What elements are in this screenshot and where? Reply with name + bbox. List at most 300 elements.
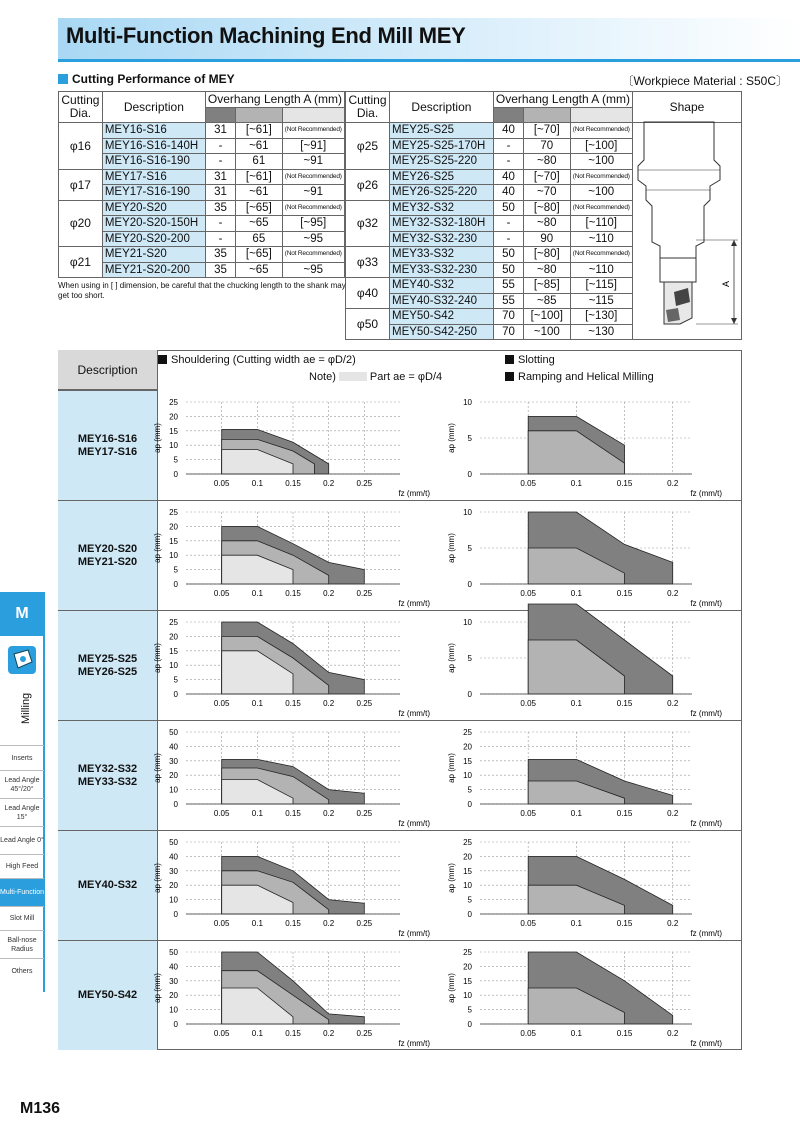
x-axis-label: fz (mm/t) (690, 599, 722, 608)
y-tick-label: 10 (463, 508, 472, 517)
chart-row-divider (158, 500, 742, 501)
overhang-a: - (205, 216, 235, 232)
table-row (59, 138, 345, 154)
x-tick-label: 0.05 (213, 479, 230, 488)
cutting-dia: φ32 (346, 200, 390, 247)
x-tick-label: 0.25 (356, 919, 373, 928)
model-name: MEY33-S32 (389, 247, 493, 263)
x-tick-label: 0.05 (520, 479, 536, 488)
overhang-c: ~100 (570, 154, 632, 170)
model-name: MEY16-S16-140H (102, 138, 205, 154)
legend-slotting: Slotting (505, 354, 555, 366)
overhang-c: [~110] (570, 216, 632, 232)
overhang-a: - (205, 154, 235, 170)
y-tick-label: 5 (467, 654, 472, 663)
col-cutting-dia: Cutting Dia. (346, 92, 390, 123)
overhang-a: 35 (205, 247, 235, 263)
side-nav-item[interactable]: High Feed (0, 854, 44, 878)
model-name: MEY25-S25-220 (389, 154, 493, 170)
legend-note-swatch (339, 372, 367, 381)
x-tick-label: 0.05 (213, 809, 230, 818)
y-tick-label: 25 (169, 508, 178, 517)
x-tick-label: 0.05 (520, 589, 536, 598)
row-label-text: MEY17-S16 (77, 445, 138, 458)
model-name: MEY17-S16-190 (102, 185, 205, 201)
y-axis-label: ap (mm) (153, 533, 162, 563)
overhang-b: ~65 (236, 262, 282, 278)
x-tick-label: 0.2 (323, 479, 335, 488)
side-nav-item[interactable]: Ball-nose Radius (0, 930, 44, 958)
row-label-text: MEY20-S20 (77, 542, 138, 555)
overhang-a: 40 (493, 185, 523, 201)
side-nav-item[interactable]: Multi-Function (0, 878, 44, 906)
col-description: Description (389, 92, 493, 123)
overhang-c: [~115] (570, 278, 632, 294)
col-description: Description (102, 92, 205, 123)
y-tick-label: 25 (169, 398, 178, 407)
side-nav-item[interactable]: Lead Angle 45°/20° (0, 770, 44, 798)
x-tick-label: 0.2 (667, 699, 679, 708)
section-heading: Cutting Performance of MEY (58, 72, 235, 86)
y-tick-label: 0 (467, 470, 472, 479)
cutting-dia: φ25 (346, 123, 390, 170)
overhang-c: [~91] (282, 138, 344, 154)
model-name: MEY26-S25-220 (389, 185, 493, 201)
model-name: MEY20-S20-150H (102, 216, 205, 232)
overhang-b: ~85 (524, 293, 570, 309)
model-name: MEY25-S25 (389, 123, 493, 139)
overhang-a: 50 (493, 262, 523, 278)
overhang-c: ~115 (570, 293, 632, 309)
y-axis-label: ap (mm) (447, 973, 456, 1003)
y-axis-label: ap (mm) (447, 863, 456, 893)
overhang-a: - (493, 216, 523, 232)
y-tick-label: 0 (467, 690, 472, 699)
x-tick-label: 0.05 (213, 699, 230, 708)
row-label-text: MEY25-S25 (77, 652, 138, 665)
y-tick-label: 50 (169, 728, 178, 737)
model-name: MEY21-S20 (102, 247, 205, 263)
row-label-text: MEY50-S42 (77, 989, 138, 1001)
col-overhang: Overhang Length A (mm) (493, 92, 632, 108)
table-row (59, 123, 345, 139)
section-square-icon (58, 74, 68, 84)
x-axis-label: fz (mm/t) (690, 819, 722, 828)
x-tick-label: 0.2 (323, 589, 335, 598)
y-tick-label: 0 (467, 910, 472, 919)
overhang-sub-1 (205, 107, 235, 123)
model-name: MEY21-S20-200 (102, 262, 205, 278)
x-tick-label: 0.1 (251, 809, 263, 818)
overhang-b: ~100 (524, 324, 570, 340)
side-nav-item[interactable]: Inserts (0, 745, 44, 770)
cutting-dia: φ50 (346, 309, 390, 340)
y-tick-label: 30 (169, 866, 178, 876)
overhang-b: [~70] (524, 123, 570, 139)
y-tick-label: 5 (467, 434, 472, 443)
model-name: MEY32-S32 (389, 200, 493, 216)
y-tick-label: 40 (169, 962, 178, 972)
y-axis-label: ap (mm) (153, 973, 162, 1003)
model-name: MEY26-S25 (389, 169, 493, 185)
y-tick-label: 20 (169, 632, 178, 642)
y-tick-label: 50 (169, 838, 178, 847)
overhang-b: [~85] (524, 278, 570, 294)
cutting-dia: φ17 (59, 169, 103, 200)
overhang-b: [~100] (524, 309, 570, 325)
overhang-a: 31 (205, 169, 235, 185)
overhang-sub-1 (493, 107, 523, 123)
chart-description-header: Description (58, 350, 158, 390)
y-axis-label: ap (mm) (447, 423, 456, 453)
not-recommended: (Not Recommended) (570, 247, 632, 263)
overhang-a: 40 (493, 123, 523, 139)
y-tick-label: 15 (463, 976, 472, 986)
y-tick-label: 5 (173, 675, 178, 685)
model-name: MEY50-S42-250 (389, 324, 493, 340)
y-tick-label: 25 (463, 728, 472, 737)
not-recommended: (Not Recommended) (570, 169, 632, 185)
overhang-b: [~65] (236, 247, 282, 263)
overhang-b: ~61 (236, 138, 282, 154)
table-row (59, 231, 345, 247)
y-tick-label: 40 (169, 852, 178, 862)
x-tick-label: 0.15 (616, 919, 633, 928)
cutting-dia: φ40 (346, 278, 390, 309)
table-row (59, 154, 345, 170)
overhang-sub-3 (282, 107, 344, 123)
model-name: MEY16-S16-190 (102, 154, 205, 170)
workpiece-material: 〔Workpiece Material : S50C〕 (621, 74, 788, 88)
y-tick-label: 0 (467, 580, 472, 589)
y-tick-label: 10 (463, 771, 472, 781)
y-tick-label: 15 (463, 866, 472, 876)
overhang-b: [~65] (236, 200, 282, 216)
x-tick-label: 0.1 (570, 809, 582, 818)
y-tick-label: 10 (169, 661, 178, 671)
overhang-b: ~80 (524, 154, 570, 170)
x-axis-label: fz (mm/t) (398, 819, 430, 828)
row-label-text: MEY26-S25 (77, 665, 138, 678)
x-axis-label: fz (mm/t) (690, 1039, 722, 1048)
chart-row-label (58, 940, 158, 1050)
y-axis-label: ap (mm) (447, 533, 456, 563)
y-tick-label: 5 (467, 544, 472, 553)
cutting-dia: φ16 (59, 123, 103, 170)
not-recommended: (Not Recommended) (282, 169, 344, 185)
cutting-dia: φ21 (59, 247, 103, 278)
overhang-b: 70 (524, 138, 570, 154)
table-row (59, 200, 345, 216)
y-tick-label: 25 (463, 948, 472, 957)
y-axis-label: ap (mm) (447, 753, 456, 783)
not-recommended: (Not Recommended) (282, 123, 344, 139)
row-label-text: MEY40-S32 (77, 879, 138, 891)
y-tick-label: 0 (467, 1020, 472, 1029)
overhang-c: ~110 (570, 231, 632, 247)
y-tick-label: 0 (173, 910, 178, 919)
side-milling-label: Milling (20, 692, 32, 724)
model-name: MEY16-S16 (102, 123, 205, 139)
x-tick-label: 0.2 (667, 1029, 679, 1038)
x-tick-label: 0.1 (251, 919, 263, 928)
model-name: MEY32-S32-180H (389, 216, 493, 232)
y-tick-label: 15 (463, 756, 472, 766)
y-tick-label: 10 (169, 551, 178, 561)
y-tick-label: 10 (463, 881, 472, 891)
cutting-dia: φ33 (346, 247, 390, 278)
x-tick-label: 0.05 (520, 699, 536, 708)
overhang-b: ~80 (524, 262, 570, 278)
x-tick-label: 0.05 (520, 1029, 536, 1038)
overhang-a: - (493, 231, 523, 247)
legend-square-icon (505, 355, 514, 364)
y-tick-label: 0 (173, 1020, 178, 1029)
y-tick-label: 5 (467, 895, 472, 905)
not-recommended: (Not Recommended) (282, 247, 344, 263)
milling-icon (6, 644, 38, 676)
overhang-sub-2 (524, 107, 570, 123)
x-tick-label: 0.25 (356, 479, 373, 488)
y-tick-label: 10 (463, 618, 472, 627)
y-tick-label: 30 (169, 976, 178, 986)
model-name: MEY17-S16 (102, 169, 205, 185)
side-nav-item[interactable]: Lead Angle 0° (0, 826, 44, 854)
overhang-a: 35 (205, 262, 235, 278)
x-tick-label: 0.25 (356, 1029, 373, 1038)
chart-row-label (58, 500, 158, 610)
performance-table-left (58, 91, 345, 278)
y-tick-label: 0 (173, 800, 178, 809)
y-tick-label: 25 (169, 618, 178, 627)
x-tick-label: 0.1 (570, 919, 582, 928)
side-nav-item[interactable]: Others (0, 958, 44, 984)
x-tick-label: 0.15 (285, 809, 301, 818)
row-label-text: MEY33-S32 (77, 775, 138, 788)
chart-row-divider (158, 940, 742, 941)
model-name: MEY40-S32-240 (389, 293, 493, 309)
overhang-a: - (205, 231, 235, 247)
x-axis-label: fz (mm/t) (398, 929, 430, 938)
chart-row-label (58, 720, 158, 830)
side-nav-item[interactable]: Lead Angle 15° (0, 798, 44, 826)
x-tick-label: 0.1 (570, 589, 582, 598)
chart-row-label (58, 390, 158, 500)
x-tick-label: 0.15 (285, 589, 301, 598)
overhang-a-label: A (721, 280, 731, 287)
x-tick-label: 0.15 (616, 1029, 633, 1038)
overhang-a: - (493, 138, 523, 154)
y-tick-label: 5 (467, 785, 472, 795)
x-tick-label: 0.15 (616, 809, 633, 818)
model-name: MEY20-S20-200 (102, 231, 205, 247)
row-label-text: MEY21-S20 (77, 555, 138, 568)
x-tick-label: 0.1 (251, 589, 263, 598)
not-recommended: (Not Recommended) (570, 200, 632, 216)
chart-row-label (58, 830, 158, 940)
overhang-a: 70 (493, 309, 523, 325)
overhang-a: 40 (493, 169, 523, 185)
overhang-c: ~130 (570, 324, 632, 340)
x-tick-label: 0.2 (667, 809, 679, 818)
x-tick-label: 0.25 (356, 699, 373, 708)
overhang-c: ~95 (282, 262, 344, 278)
x-axis-label: fz (mm/t) (398, 1039, 430, 1048)
col-overhang: Overhang Length A (mm) (205, 92, 344, 108)
table-row (59, 262, 345, 278)
overhang-b: ~80 (524, 216, 570, 232)
x-axis-label: fz (mm/t) (398, 599, 430, 608)
x-tick-label: 0.2 (667, 589, 679, 598)
overhang-b: [~80] (524, 200, 570, 216)
x-tick-label: 0.15 (285, 479, 301, 488)
overhang-b: [~61] (236, 169, 282, 185)
y-axis-label: ap (mm) (153, 423, 162, 453)
y-tick-label: 10 (463, 991, 472, 1001)
y-axis-label: ap (mm) (153, 643, 162, 673)
x-axis-label: fz (mm/t) (398, 709, 430, 718)
y-axis-label: ap (mm) (153, 753, 162, 783)
y-tick-label: 20 (169, 881, 178, 891)
legend-square-icon (505, 372, 514, 381)
x-tick-label: 0.05 (520, 809, 536, 818)
x-tick-label: 0.15 (616, 479, 633, 488)
y-tick-label: 10 (169, 1005, 178, 1015)
x-tick-label: 0.1 (570, 1029, 582, 1038)
x-tick-label: 0.1 (251, 1029, 263, 1038)
x-tick-label: 0.15 (616, 699, 633, 708)
chart-row-divider (158, 610, 742, 611)
x-tick-label: 0.15 (285, 1029, 301, 1038)
chucking-note: When using in [ ] dimension, be careful that the chucking length to the shank may get too short. (58, 281, 346, 300)
x-tick-label: 0.25 (356, 589, 373, 598)
x-tick-label: 0.05 (213, 589, 230, 598)
not-recommended: (Not Recommended) (282, 200, 344, 216)
x-tick-label: 0.2 (323, 699, 335, 708)
overhang-a: - (205, 138, 235, 154)
legend-note: Note) Part ae = φD/4 (309, 371, 443, 383)
chart-row-divider (158, 830, 742, 831)
y-tick-label: 10 (169, 895, 178, 905)
table-row (59, 247, 345, 263)
x-tick-label: 0.15 (285, 699, 301, 708)
model-name: MEY33-S32-230 (389, 262, 493, 278)
y-tick-label: 0 (173, 470, 178, 479)
overhang-a: 35 (205, 200, 235, 216)
x-axis-label: fz (mm/t) (690, 489, 722, 498)
chart-row-label (58, 610, 158, 720)
model-name: MEY32-S32-230 (389, 231, 493, 247)
overhang-a: - (493, 154, 523, 170)
table-row (59, 216, 345, 232)
page-title: Multi-Function Machining End Mill MEY (66, 23, 466, 48)
y-tick-label: 10 (169, 441, 178, 451)
y-tick-label: 0 (173, 690, 178, 699)
overhang-a: 55 (493, 293, 523, 309)
x-tick-label: 0.2 (323, 1029, 335, 1038)
side-nav-item[interactable]: Slot Mill (0, 906, 44, 930)
chart-frame (58, 350, 742, 1050)
y-tick-label: 25 (463, 838, 472, 847)
y-tick-label: 15 (169, 426, 178, 436)
model-name: MEY25-S25-170H (389, 138, 493, 154)
y-tick-label: 10 (169, 785, 178, 795)
overhang-b: [~70] (524, 169, 570, 185)
x-tick-label: 0.1 (251, 699, 263, 708)
overhang-c: ~110 (570, 262, 632, 278)
y-tick-label: 5 (173, 565, 178, 575)
overhang-b: 61 (236, 154, 282, 170)
legend-square-icon (158, 355, 167, 364)
overhang-a: 50 (493, 247, 523, 263)
x-tick-label: 0.1 (570, 479, 582, 488)
x-axis-label: fz (mm/t) (398, 489, 430, 498)
model-name: MEY20-S20 (102, 200, 205, 216)
y-tick-label: 20 (463, 852, 472, 862)
x-tick-label: 0.2 (667, 919, 679, 928)
x-tick-label: 0.05 (520, 919, 536, 928)
overhang-c: ~91 (282, 185, 344, 201)
col-cutting-dia: Cutting Dia. (59, 92, 103, 123)
y-tick-label: 15 (169, 646, 178, 656)
x-tick-label: 0.1 (251, 479, 263, 488)
side-tab-m[interactable]: M (0, 592, 44, 636)
overhang-a: 55 (493, 278, 523, 294)
overhang-a: 31 (205, 123, 235, 139)
table-row (59, 169, 345, 185)
table-row (59, 185, 345, 201)
not-recommended: (Not Recommended) (570, 123, 632, 139)
x-tick-label: 0.15 (616, 589, 633, 598)
cutting-dia: φ26 (346, 169, 390, 200)
overhang-b: ~70 (524, 185, 570, 201)
y-tick-label: 20 (169, 771, 178, 781)
y-tick-label: 20 (463, 962, 472, 972)
legend-shouldering: Shouldering (Cutting width ae = φD/2) (158, 354, 356, 366)
x-tick-label: 0.15 (285, 919, 301, 928)
y-tick-label: 20 (463, 742, 472, 752)
x-tick-label: 0.25 (356, 809, 373, 818)
y-tick-label: 30 (169, 756, 178, 766)
x-axis-label: fz (mm/t) (690, 929, 722, 938)
model-name: MEY40-S32 (389, 278, 493, 294)
title-bar (58, 18, 800, 62)
model-name: MEY50-S42 (389, 309, 493, 325)
y-tick-label: 20 (169, 991, 178, 1001)
overhang-c: [~100] (570, 138, 632, 154)
legend-ramping: Ramping and Helical Milling (505, 371, 654, 383)
page-number: M136 (20, 1100, 61, 1117)
overhang-sub-2 (236, 107, 282, 123)
overhang-b: ~65 (236, 216, 282, 232)
col-shape: Shape (632, 92, 741, 123)
overhang-c: ~95 (282, 231, 344, 247)
y-tick-label: 5 (467, 1005, 472, 1015)
row-label-text: MEY32-S32 (77, 762, 138, 775)
overhang-a: 70 (493, 324, 523, 340)
overhang-b: [~80] (524, 247, 570, 263)
overhang-b: [~61] (236, 123, 282, 139)
row-label-text: MEY16-S16 (77, 432, 138, 445)
y-tick-label: 0 (467, 800, 472, 809)
x-tick-label: 0.1 (570, 699, 582, 708)
y-axis-label: ap (mm) (447, 643, 456, 673)
cutting-dia: φ20 (59, 200, 103, 247)
overhang-sub-3 (570, 107, 632, 123)
overhang-c: [~95] (282, 216, 344, 232)
overhang-c: [~130] (570, 309, 632, 325)
x-tick-label: 0.05 (213, 919, 230, 928)
